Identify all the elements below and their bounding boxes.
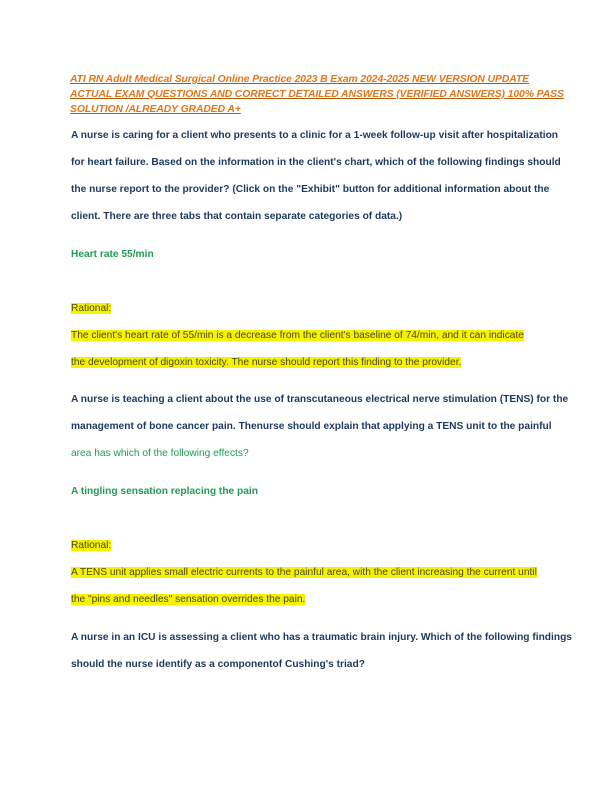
question-3-line: should the nurse identify as a componentof Cushing's triad? <box>71 659 365 670</box>
document-title <box>70 72 564 117</box>
question-1-line: for heart failure. Based on the information in the client's chart, which of the following findings should <box>71 157 561 168</box>
rational-2-label: Rational: <box>71 540 112 551</box>
title-line: ATI RN Adult Medical Surgical Online Practice 2023 B Exam 2024-2025 NEW VERSION UPDATE <box>70 74 529 85</box>
rational-1-line: The client's heart rate of 55/min is a decrease from the client's baseline of 74/min, and it can indicate <box>71 330 524 341</box>
answer-2: A tingling sensation replacing the pain <box>71 486 258 497</box>
question-1-line: client. There are three tabs that contain separate categories of data.) <box>71 211 403 222</box>
rational-1-line: the development of digoxin toxicity. The nurse should report this finding to the provider. <box>71 357 462 368</box>
rational-2-line: the "pins and needles" sensation overrides the pain. <box>71 594 306 605</box>
rational-2-line: A TENS unit applies small electric currents to the painful area, with the client increasing the current until <box>71 567 537 578</box>
question-2-line: A nurse is teaching a client about the use of transcutaneous electrical nerve stimulation (TENS) for the <box>71 394 569 405</box>
question-2-line: management of bone cancer pain. Thenurse should explain that applying a TENS unit to the painful <box>71 421 552 432</box>
rational-1-label: Rational: <box>71 303 112 314</box>
answer-1: Heart rate 55/min <box>71 249 154 260</box>
question-1-line: A nurse is caring for a client who presents to a clinic for a 1-week follow-up visit after hospitalization <box>71 130 559 141</box>
question-2-line: area has which of the following effects? <box>71 448 249 459</box>
title-line: ACTUAL EXAM QUESTIONS AND CORRECT DETAILED ANSWERS (VERIFIED ANSWERS) 100% PASS <box>70 89 564 100</box>
question-1-line: the nurse report to the provider? (Click on the "Exhibit" button for additional information about the <box>71 184 550 195</box>
question-3-line: A nurse in an ICU is assessing a client who has a traumatic brain injury. Which of the following findings <box>71 632 572 643</box>
title-line: SOLUTION /ALREADY GRADED A+ <box>70 104 241 115</box>
